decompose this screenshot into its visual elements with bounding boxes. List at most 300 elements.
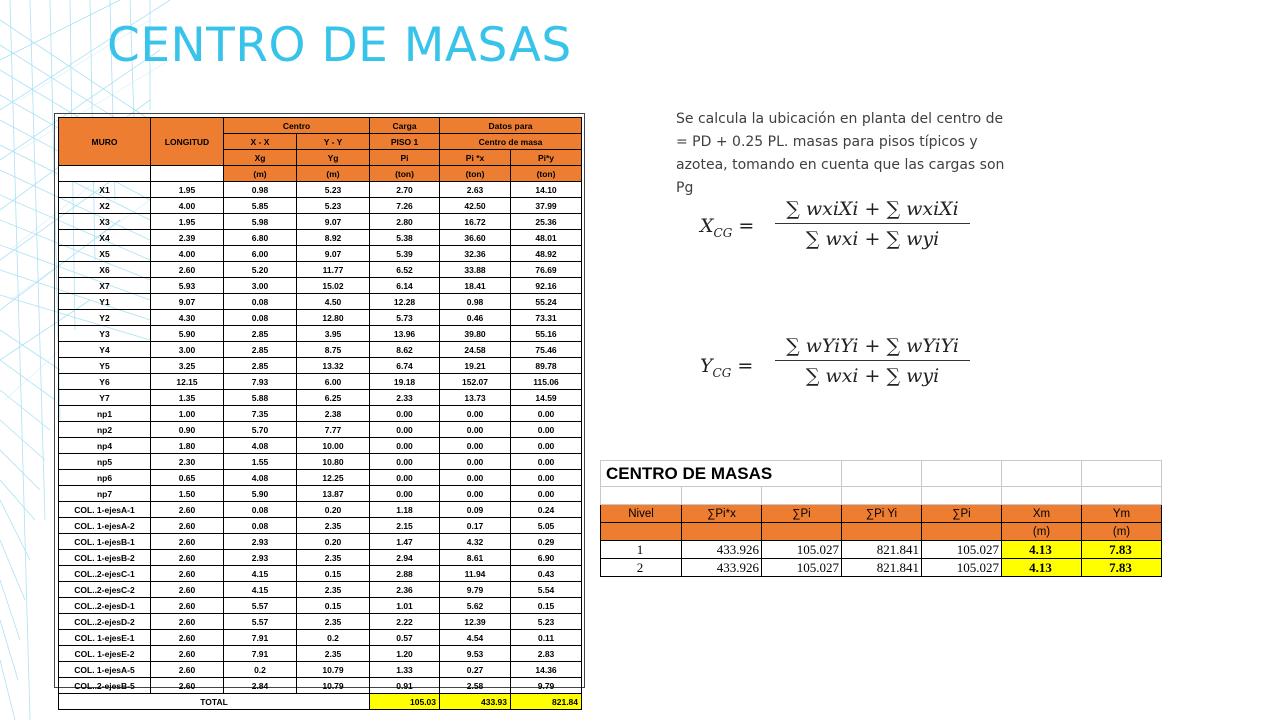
header-piy: Pi*y xyxy=(511,150,582,166)
table-row xyxy=(59,182,582,198)
cell-muro: np5 xyxy=(59,454,151,470)
summary-header: ∑Pi*x xyxy=(682,505,762,523)
table-row xyxy=(59,230,582,246)
cell-xg: 7.93 xyxy=(224,374,297,390)
header-yg: Yg xyxy=(297,150,370,166)
cell-piy: 25.36 xyxy=(511,214,582,230)
cell-xg: 7.91 xyxy=(224,630,297,646)
cell-muro: np6 xyxy=(59,470,151,486)
cell-yg: 3.95 xyxy=(297,326,370,342)
unit-pi: (ton) xyxy=(370,166,440,182)
cell-yg: 5.23 xyxy=(297,198,370,214)
cell-piy: 0.43 xyxy=(511,566,582,582)
cell-longitud: 2.60 xyxy=(151,598,224,614)
cell-pix: 0.09 xyxy=(440,502,511,518)
cell-longitud: 0.65 xyxy=(151,470,224,486)
cell-yg: 0.20 xyxy=(297,534,370,550)
cell-longitud: 1.95 xyxy=(151,214,224,230)
cell-piy: 0.29 xyxy=(511,534,582,550)
summary-cell: 433.926 xyxy=(682,541,762,559)
cell-pix: 0.27 xyxy=(440,662,511,678)
cell-muro: X2 xyxy=(59,198,151,214)
cell-pi: 0.00 xyxy=(370,486,440,502)
cell-longitud: 1.35 xyxy=(151,390,224,406)
summary-unit xyxy=(601,523,682,541)
summary-cell: 2 xyxy=(601,559,682,577)
cell-xg: 5.57 xyxy=(224,614,297,630)
cell-xg: 5.20 xyxy=(224,262,297,278)
cell-pi: 2.36 xyxy=(370,582,440,598)
cell-pi: 0.00 xyxy=(370,470,440,486)
cell-pix: 13.73 xyxy=(440,390,511,406)
cell-yg: 2.35 xyxy=(297,614,370,630)
cell-muro: X1 xyxy=(59,182,151,198)
cell-piy: 14.10 xyxy=(511,182,582,198)
table-row xyxy=(59,534,582,550)
cell-yg: 6.00 xyxy=(297,374,370,390)
cell-pix: 0.00 xyxy=(440,406,511,422)
mass-center-table xyxy=(58,117,582,710)
cell-longitud: 12.15 xyxy=(151,374,224,390)
header-longitud: LONGITUD xyxy=(151,118,224,166)
cell-yg: 12.80 xyxy=(297,310,370,326)
cell-pi: 13.96 xyxy=(370,326,440,342)
table-row xyxy=(59,294,582,310)
cell-muro: COL..2-ejesB-5 xyxy=(59,678,151,694)
cell-piy: 115.06 xyxy=(511,374,582,390)
table-row xyxy=(59,198,582,214)
summary-cell: 433.926 xyxy=(682,559,762,577)
summary-table xyxy=(600,460,1162,577)
header-xg: Xg xyxy=(224,150,297,166)
cell-muro: np7 xyxy=(59,486,151,502)
cell-muro: X7 xyxy=(59,278,151,294)
cell-pix: 4.32 xyxy=(440,534,511,550)
table-row xyxy=(59,566,582,582)
table-row xyxy=(59,518,582,534)
table-row xyxy=(59,406,582,422)
cell-longitud: 2.60 xyxy=(151,630,224,646)
cell-piy: 92.16 xyxy=(511,278,582,294)
cell-longitud: 2.60 xyxy=(151,678,224,694)
cell-pix: 152.07 xyxy=(440,374,511,390)
table-row xyxy=(59,278,582,294)
cell-piy: 89.78 xyxy=(511,358,582,374)
cell-piy: 6.90 xyxy=(511,550,582,566)
table-row xyxy=(59,662,582,678)
cell-pix: 0.98 xyxy=(440,294,511,310)
table-row xyxy=(59,246,582,262)
cell-pi: 0.57 xyxy=(370,630,440,646)
cell-longitud: 9.07 xyxy=(151,294,224,310)
header-pix: Pi *x xyxy=(440,150,511,166)
table-row xyxy=(59,326,582,342)
cell-muro: Y6 xyxy=(59,374,151,390)
cell-muro: Y7 xyxy=(59,390,151,406)
cell-longitud: 2.30 xyxy=(151,454,224,470)
summary-unit xyxy=(922,523,1002,541)
cell-pi: 0.00 xyxy=(370,406,440,422)
cell-yg: 8.92 xyxy=(297,230,370,246)
cell-pix: 32.36 xyxy=(440,246,511,262)
cell-yg: 2.35 xyxy=(297,646,370,662)
cell-xg: 3.00 xyxy=(224,278,297,294)
cell-yg: 11.77 xyxy=(297,262,370,278)
table-row xyxy=(59,646,582,662)
cell-pi: 2.88 xyxy=(370,566,440,582)
cell-xg: 7.91 xyxy=(224,646,297,662)
cell-piy: 0.00 xyxy=(511,470,582,486)
cell-xg: 4.08 xyxy=(224,470,297,486)
cell-longitud: 2.60 xyxy=(151,646,224,662)
cell-longitud: 2.60 xyxy=(151,518,224,534)
cell-pi: 7.26 xyxy=(370,198,440,214)
unit-pix: (ton) xyxy=(440,166,511,182)
cell-pi: 5.38 xyxy=(370,230,440,246)
summary-cell: 4.13 xyxy=(1002,541,1082,559)
cell-yg: 15.02 xyxy=(297,278,370,294)
cell-xg: 5.98 xyxy=(224,214,297,230)
table-row xyxy=(59,358,582,374)
cell-xg: 4.08 xyxy=(224,438,297,454)
unit-yg: (m) xyxy=(297,166,370,182)
cell-xg: 6.80 xyxy=(224,230,297,246)
summary-cell: 105.027 xyxy=(922,541,1002,559)
cell-pi: 2.70 xyxy=(370,182,440,198)
cell-pi: 0.91 xyxy=(370,678,440,694)
cell-muro: np1 xyxy=(59,406,151,422)
cell-muro: X5 xyxy=(59,246,151,262)
cell-pi: 0.00 xyxy=(370,422,440,438)
cell-longitud: 1.50 xyxy=(151,486,224,502)
cell-yg: 9.07 xyxy=(297,246,370,262)
table-row xyxy=(59,390,582,406)
cell-pi: 2.22 xyxy=(370,614,440,630)
cell-yg: 10.80 xyxy=(297,454,370,470)
cell-yg: 2.38 xyxy=(297,406,370,422)
cell-pix: 2.63 xyxy=(440,182,511,198)
formula-xcg: $X_{CG}$ = ∑ wxiXi + ∑ wxiXi ∑ wxi + ∑ wyi xyxy=(700,198,980,268)
cell-muro: COL..2-ejesD-1 xyxy=(59,598,151,614)
cell-pix: 24.58 xyxy=(440,342,511,358)
formula-ycg-denominator: ∑ wxi + ∑ wyi xyxy=(775,360,970,387)
cell-pi: 2.33 xyxy=(370,390,440,406)
summary-cell: 105.027 xyxy=(762,559,842,577)
cell-yg: 2.35 xyxy=(297,582,370,598)
summary-unit xyxy=(682,523,762,541)
header-centro: Centro xyxy=(224,118,370,134)
formula-ycg: $Y_{CG}$ = ∑ wYiYi + ∑ wYiYi ∑ wxi + ∑ wyi xyxy=(700,335,980,405)
table-row xyxy=(59,454,582,470)
cell-muro: X6 xyxy=(59,262,151,278)
table-row xyxy=(59,630,582,646)
cell-xg: 5.57 xyxy=(224,598,297,614)
cell-yg: 8.75 xyxy=(297,342,370,358)
cell-pix: 33.88 xyxy=(440,262,511,278)
cell-yg: 7.77 xyxy=(297,422,370,438)
cell-pix: 9.53 xyxy=(440,646,511,662)
cell-xg: 0.08 xyxy=(224,310,297,326)
cell-pix: 19.21 xyxy=(440,358,511,374)
cell-pix: 11.94 xyxy=(440,566,511,582)
summary-header: ∑Pi xyxy=(762,505,842,523)
table-row xyxy=(59,598,582,614)
cell-muro: Y1 xyxy=(59,294,151,310)
cell-xg: 2.93 xyxy=(224,550,297,566)
cell-pi: 1.01 xyxy=(370,598,440,614)
table-row xyxy=(59,678,582,694)
cell-xg: 0.08 xyxy=(224,502,297,518)
cell-longitud: 5.93 xyxy=(151,278,224,294)
cell-longitud: 2.60 xyxy=(151,550,224,566)
cell-piy: 0.00 xyxy=(511,454,582,470)
total-pix: 433.93 xyxy=(440,694,511,710)
cell-pi: 1.47 xyxy=(370,534,440,550)
cell-muro: COL. 1-ejesB-2 xyxy=(59,550,151,566)
table-row xyxy=(59,614,582,630)
cell-pix: 8.61 xyxy=(440,550,511,566)
cell-pi: 5.73 xyxy=(370,310,440,326)
summary-cell: 821.841 xyxy=(842,541,922,559)
cell-xg: 4.15 xyxy=(224,566,297,582)
cell-yg: 2.35 xyxy=(297,550,370,566)
header-muro: MURO xyxy=(59,118,151,166)
cell-longitud: 1.00 xyxy=(151,406,224,422)
header-centro-masa: Centro de masa xyxy=(440,134,582,150)
header-datos-para: Datos para xyxy=(440,118,582,134)
cell-pix: 2.58 xyxy=(440,678,511,694)
cell-pix: 9.79 xyxy=(440,582,511,598)
cell-pi: 19.18 xyxy=(370,374,440,390)
cell-piy: 55.24 xyxy=(511,294,582,310)
cell-muro: X4 xyxy=(59,230,151,246)
cell-yg: 6.25 xyxy=(297,390,370,406)
cell-piy: 2.83 xyxy=(511,646,582,662)
summary-cell: 1 xyxy=(601,541,682,559)
cell-longitud: 2.60 xyxy=(151,262,224,278)
cell-longitud: 0.90 xyxy=(151,422,224,438)
cell-pix: 0.46 xyxy=(440,310,511,326)
cell-pix: 0.00 xyxy=(440,470,511,486)
cell-xg: 5.88 xyxy=(224,390,297,406)
cell-piy: 5.54 xyxy=(511,582,582,598)
cell-piy: 0.24 xyxy=(511,502,582,518)
cell-xg: 2.85 xyxy=(224,326,297,342)
summary-cell: 7.83 xyxy=(1082,541,1162,559)
cell-piy: 0.00 xyxy=(511,422,582,438)
cell-pix: 36.60 xyxy=(440,230,511,246)
cell-pi: 5.39 xyxy=(370,246,440,262)
table-row xyxy=(59,262,582,278)
cell-pi: 6.74 xyxy=(370,358,440,374)
cell-yg: 0.2 xyxy=(297,630,370,646)
cell-pi: 1.33 xyxy=(370,662,440,678)
cell-pix: 0.00 xyxy=(440,438,511,454)
cell-piy: 48.01 xyxy=(511,230,582,246)
cell-pi: 12.28 xyxy=(370,294,440,310)
cell-muro: X3 xyxy=(59,214,151,230)
cell-yg: 0.15 xyxy=(297,598,370,614)
cell-pix: 0.00 xyxy=(440,422,511,438)
cell-xg: 5.90 xyxy=(224,486,297,502)
table-row xyxy=(59,550,582,566)
cell-piy: 55.16 xyxy=(511,326,582,342)
cell-piy: 37.99 xyxy=(511,198,582,214)
total-pi: 105.03 xyxy=(370,694,440,710)
cell-pix: 0.17 xyxy=(440,518,511,534)
summary-cell: 105.027 xyxy=(922,559,1002,577)
cell-longitud: 1.80 xyxy=(151,438,224,454)
summary-title: CENTRO DE MASAS xyxy=(601,461,842,487)
cell-xg: 2.85 xyxy=(224,342,297,358)
cell-yg: 13.32 xyxy=(297,358,370,374)
cell-longitud: 2.60 xyxy=(151,502,224,518)
cell-muro: COL. 1-ejesE-1 xyxy=(59,630,151,646)
cell-yg: 0.15 xyxy=(297,566,370,582)
cell-muro: np2 xyxy=(59,422,151,438)
cell-xg: 0.2 xyxy=(224,662,297,678)
header-carga: Carga xyxy=(370,118,440,134)
cell-pix: 4.54 xyxy=(440,630,511,646)
summary-header: ∑Pi xyxy=(922,505,1002,523)
table-row xyxy=(59,342,582,358)
cell-pi: 0.00 xyxy=(370,438,440,454)
cell-longitud: 2.60 xyxy=(151,662,224,678)
cell-pi: 6.52 xyxy=(370,262,440,278)
cell-xg: 0.98 xyxy=(224,182,297,198)
cell-pix: 18.41 xyxy=(440,278,511,294)
cell-pi: 2.80 xyxy=(370,214,440,230)
table-row xyxy=(59,470,582,486)
summary-header: Xm xyxy=(1002,505,1082,523)
cell-yg: 12.25 xyxy=(297,470,370,486)
cell-longitud: 4.30 xyxy=(151,310,224,326)
cell-piy: 0.00 xyxy=(511,486,582,502)
cell-yg: 10.79 xyxy=(297,662,370,678)
cell-muro: Y4 xyxy=(59,342,151,358)
table-row xyxy=(59,486,582,502)
cell-longitud: 2.60 xyxy=(151,614,224,630)
cell-piy: 5.23 xyxy=(511,614,582,630)
cell-piy: 75.46 xyxy=(511,342,582,358)
cell-longitud: 3.00 xyxy=(151,342,224,358)
cell-xg: 6.00 xyxy=(224,246,297,262)
cell-pix: 0.00 xyxy=(440,454,511,470)
cell-yg: 9.07 xyxy=(297,214,370,230)
cell-pi: 2.15 xyxy=(370,518,440,534)
summary-unit xyxy=(762,523,842,541)
summary-cell: 821.841 xyxy=(842,559,922,577)
cell-xg: 0.08 xyxy=(224,294,297,310)
cell-yg: 10.00 xyxy=(297,438,370,454)
cell-muro: COL..2-ejesC-2 xyxy=(59,582,151,598)
summary-unit xyxy=(842,523,922,541)
cell-longitud: 2.60 xyxy=(151,582,224,598)
cell-yg: 4.50 xyxy=(297,294,370,310)
cell-yg: 13.87 xyxy=(297,486,370,502)
cell-longitud: 3.25 xyxy=(151,358,224,374)
cell-longitud: 4.00 xyxy=(151,246,224,262)
cell-longitud: 2.60 xyxy=(151,534,224,550)
page-title: CENTRO DE MASAS xyxy=(107,18,572,73)
cell-longitud: 5.90 xyxy=(151,326,224,342)
cell-xg: 2.93 xyxy=(224,534,297,550)
cell-muro: COL..2-ejesC-1 xyxy=(59,566,151,582)
formula-xcg-numerator: ∑ wxiXi + ∑ wxiXi xyxy=(786,198,959,220)
cell-yg: 0.20 xyxy=(297,502,370,518)
unit-piy: (ton) xyxy=(511,166,582,182)
formula-xcg-denominator: ∑ wxi + ∑ wyi xyxy=(775,223,970,250)
cell-muro: Y3 xyxy=(59,326,151,342)
summary-row xyxy=(601,559,1162,577)
formula-ycg-numerator: ∑ wYiYi + ∑ wYiYi xyxy=(786,335,959,357)
cell-pi: 2.94 xyxy=(370,550,440,566)
cell-piy: 48.92 xyxy=(511,246,582,262)
cell-pi: 6.14 xyxy=(370,278,440,294)
cell-pi: 8.62 xyxy=(370,342,440,358)
table-row xyxy=(59,438,582,454)
cell-xg: 5.70 xyxy=(224,422,297,438)
header-xx: X - X xyxy=(224,134,297,150)
summary-header: Nivel xyxy=(601,505,682,523)
cell-pi: 1.18 xyxy=(370,502,440,518)
cell-piy: 5.05 xyxy=(511,518,582,534)
cell-longitud: 2.60 xyxy=(151,566,224,582)
summary-row xyxy=(601,541,1162,559)
cell-piy: 14.36 xyxy=(511,662,582,678)
cell-piy: 76.69 xyxy=(511,262,582,278)
cell-longitud: 2.39 xyxy=(151,230,224,246)
total-label: TOTAL xyxy=(59,694,370,710)
summary-unit: (m) xyxy=(1002,523,1082,541)
cell-piy: 9.79 xyxy=(511,678,582,694)
cell-pix: 42.50 xyxy=(440,198,511,214)
summary-cell: 4.13 xyxy=(1002,559,1082,577)
cell-muro: COL. 1-ejesE-2 xyxy=(59,646,151,662)
cell-piy: 0.11 xyxy=(511,630,582,646)
cell-yg: 5.23 xyxy=(297,182,370,198)
cell-xg: 2.84 xyxy=(224,678,297,694)
header-piso: PISO 1 xyxy=(370,134,440,150)
cell-muro: COL..2-ejesD-2 xyxy=(59,614,151,630)
summary-header: Ym xyxy=(1082,505,1162,523)
header-pi: Pi xyxy=(370,150,440,166)
summary-cell: 105.027 xyxy=(762,541,842,559)
cell-xg: 1.55 xyxy=(224,454,297,470)
cell-piy: 0.00 xyxy=(511,406,582,422)
header-yy: Y - Y xyxy=(297,134,370,150)
total-piy: 821.84 xyxy=(511,694,582,710)
table-row xyxy=(59,502,582,518)
table-row xyxy=(59,310,582,326)
cell-xg: 0.08 xyxy=(224,518,297,534)
cell-pix: 16.72 xyxy=(440,214,511,230)
cell-muro: COL. 1-ejesA-2 xyxy=(59,518,151,534)
cell-xg: 2.85 xyxy=(224,358,297,374)
cell-yg: 10.79 xyxy=(297,678,370,694)
table-row xyxy=(59,422,582,438)
cell-muro: COL. 1-ejesA-1 xyxy=(59,502,151,518)
cell-pi: 0.00 xyxy=(370,454,440,470)
table-row xyxy=(59,582,582,598)
summary-unit: (m) xyxy=(1082,523,1162,541)
cell-pix: 39.80 xyxy=(440,326,511,342)
cell-xg: 7.35 xyxy=(224,406,297,422)
cell-piy: 0.00 xyxy=(511,438,582,454)
cell-xg: 4.15 xyxy=(224,582,297,598)
table-row xyxy=(59,214,582,230)
cell-pix: 5.62 xyxy=(440,598,511,614)
